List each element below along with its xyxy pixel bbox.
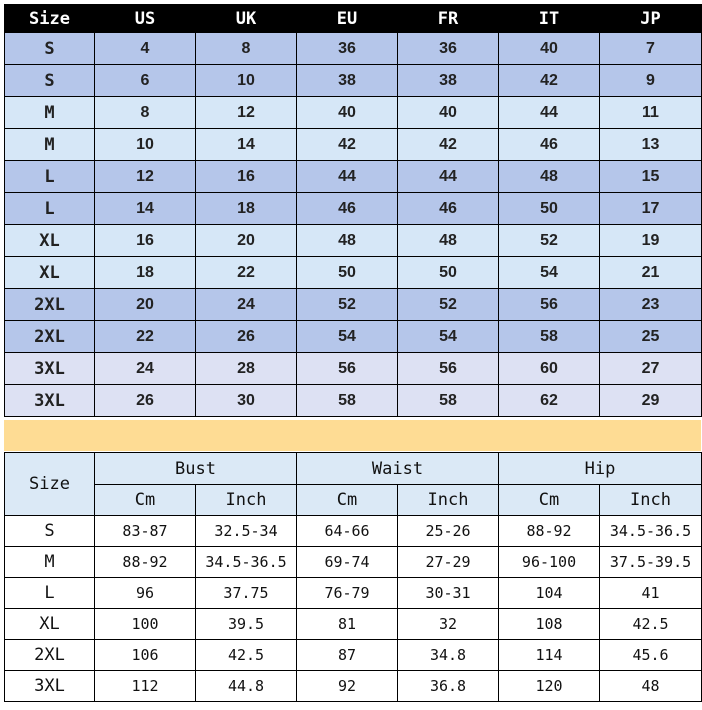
cell-fr: 40 [398, 97, 499, 129]
cell-jp: 7 [600, 33, 702, 65]
cell-us: 14 [95, 193, 196, 225]
cell-size: S [5, 65, 95, 97]
cell-bust-cm: 112 [95, 671, 196, 702]
cell-jp: 21 [600, 257, 702, 289]
cell-size: 3XL [5, 671, 95, 702]
cell-it: 46 [499, 129, 600, 161]
size-conversion-table [4, 4, 702, 417]
cell-bust-cm: 83-87 [95, 516, 196, 547]
conversion-row [5, 289, 702, 321]
cell-hip-inch: 42.5 [600, 609, 702, 640]
cell-fr: 42 [398, 129, 499, 161]
unit-hip-inch: Inch [600, 485, 702, 516]
cell-eu: 36 [297, 33, 398, 65]
conversion-row [5, 225, 702, 257]
cell-size: S [5, 33, 95, 65]
cell-waist-cm: 69-74 [297, 547, 398, 578]
cell-jp: 29 [600, 385, 702, 417]
cell-waist-cm: 76-79 [297, 578, 398, 609]
cell-hip-cm: 96-100 [499, 547, 600, 578]
cell-jp: 19 [600, 225, 702, 257]
conversion-row [5, 353, 702, 385]
unit-bust-inch: Inch [196, 485, 297, 516]
cell-fr: 38 [398, 65, 499, 97]
cell-bust-inch: 44.8 [196, 671, 297, 702]
cell-size: 2XL [5, 289, 95, 321]
cell-it: 50 [499, 193, 600, 225]
cell-waist-inch: 25-26 [398, 516, 499, 547]
conversion-row [5, 65, 702, 97]
cell-hip-cm: 120 [499, 671, 600, 702]
group-bust: Bust [95, 453, 297, 485]
body-measurement-table [4, 452, 702, 702]
cell-uk: 28 [196, 353, 297, 385]
measurement-row [5, 671, 702, 702]
cell-uk: 8 [196, 33, 297, 65]
cell-bust-cm: 106 [95, 640, 196, 671]
cell-it: 42 [499, 65, 600, 97]
cell-uk: 12 [196, 97, 297, 129]
cell-hip-cm: 114 [499, 640, 600, 671]
cell-size: L [5, 193, 95, 225]
cell-us: 26 [95, 385, 196, 417]
cell-us: 10 [95, 129, 196, 161]
cell-jp: 25 [600, 321, 702, 353]
cell-size: XL [5, 257, 95, 289]
cell-waist-inch: 30-31 [398, 578, 499, 609]
cell-size: 2XL [5, 640, 95, 671]
cell-it: 40 [499, 33, 600, 65]
cell-waist-inch: 27-29 [398, 547, 499, 578]
cell-bust-inch: 39.5 [196, 609, 297, 640]
cell-it: 60 [499, 353, 600, 385]
cell-it: 48 [499, 161, 600, 193]
cell-eu: 52 [297, 289, 398, 321]
cell-eu: 46 [297, 193, 398, 225]
cell-it: 52 [499, 225, 600, 257]
header-it: IT [499, 5, 600, 33]
cell-size: M [5, 129, 95, 161]
cell-jp: 11 [600, 97, 702, 129]
cell-size: S [5, 516, 95, 547]
cell-fr: 50 [398, 257, 499, 289]
cell-uk: 18 [196, 193, 297, 225]
conversion-header-row [5, 5, 702, 33]
cell-uk: 22 [196, 257, 297, 289]
cell-size: L [5, 578, 95, 609]
cell-bust-inch: 34.5-36.5 [196, 547, 297, 578]
cell-it: 58 [499, 321, 600, 353]
cell-us: 8 [95, 97, 196, 129]
unit-bust-cm: Cm [95, 485, 196, 516]
cell-eu: 48 [297, 225, 398, 257]
cell-jp: 17 [600, 193, 702, 225]
cell-uk: 16 [196, 161, 297, 193]
group-hip: Hip [499, 453, 702, 485]
cell-size: 3XL [5, 353, 95, 385]
cell-hip-cm: 104 [499, 578, 600, 609]
cell-hip-inch: 41 [600, 578, 702, 609]
cell-fr: 58 [398, 385, 499, 417]
cell-us: 12 [95, 161, 196, 193]
cell-eu: 42 [297, 129, 398, 161]
group-waist: Waist [297, 453, 499, 485]
unit-waist-inch: Inch [398, 485, 499, 516]
cell-uk: 14 [196, 129, 297, 161]
cell-eu: 38 [297, 65, 398, 97]
separator-band [4, 420, 701, 451]
cell-it: 56 [499, 289, 600, 321]
cell-size: M [5, 547, 95, 578]
cell-hip-cm: 108 [499, 609, 600, 640]
conversion-row [5, 193, 702, 225]
measurement-row [5, 640, 702, 671]
cell-uk: 26 [196, 321, 297, 353]
measurement-row [5, 578, 702, 609]
cell-eu: 40 [297, 97, 398, 129]
cell-hip-inch: 45.6 [600, 640, 702, 671]
cell-eu: 58 [297, 385, 398, 417]
conversion-row [5, 33, 702, 65]
cell-fr: 54 [398, 321, 499, 353]
cell-uk: 30 [196, 385, 297, 417]
measurement-unit-row [5, 485, 702, 516]
cell-size: M [5, 97, 95, 129]
measurement-row [5, 516, 702, 547]
unit-waist-cm: Cm [297, 485, 398, 516]
cell-hip-inch: 37.5-39.5 [600, 547, 702, 578]
cell-jp: 13 [600, 129, 702, 161]
conversion-row [5, 321, 702, 353]
conversion-row [5, 161, 702, 193]
unit-hip-cm: Cm [499, 485, 600, 516]
header-jp: JP [600, 5, 702, 33]
header-eu: EU [297, 5, 398, 33]
cell-uk: 20 [196, 225, 297, 257]
cell-bust-cm: 96 [95, 578, 196, 609]
cell-eu: 56 [297, 353, 398, 385]
cell-waist-cm: 64-66 [297, 516, 398, 547]
conversion-row [5, 257, 702, 289]
cell-size: 3XL [5, 385, 95, 417]
cell-hip-inch: 48 [600, 671, 702, 702]
cell-fr: 56 [398, 353, 499, 385]
cell-hip-cm: 88-92 [499, 516, 600, 547]
cell-bust-inch: 42.5 [196, 640, 297, 671]
measurement-size-header: Size [5, 453, 95, 516]
header-size: Size [5, 5, 95, 33]
cell-eu: 44 [297, 161, 398, 193]
cell-it: 62 [499, 385, 600, 417]
cell-eu: 50 [297, 257, 398, 289]
measurement-row [5, 609, 702, 640]
cell-bust-cm: 100 [95, 609, 196, 640]
cell-fr: 44 [398, 161, 499, 193]
cell-waist-inch: 36.8 [398, 671, 499, 702]
cell-jp: 27 [600, 353, 702, 385]
cell-waist-cm: 81 [297, 609, 398, 640]
cell-bust-inch: 32.5-34 [196, 516, 297, 547]
header-us: US [95, 5, 196, 33]
cell-eu: 54 [297, 321, 398, 353]
header-uk: UK [196, 5, 297, 33]
cell-size: 2XL [5, 321, 95, 353]
cell-us: 20 [95, 289, 196, 321]
cell-us: 16 [95, 225, 196, 257]
cell-size: XL [5, 225, 95, 257]
cell-bust-inch: 37.75 [196, 578, 297, 609]
cell-us: 4 [95, 33, 196, 65]
cell-jp: 23 [600, 289, 702, 321]
conversion-row [5, 385, 702, 417]
cell-size: L [5, 161, 95, 193]
cell-jp: 15 [600, 161, 702, 193]
cell-it: 44 [499, 97, 600, 129]
conversion-row [5, 97, 702, 129]
measurement-row [5, 547, 702, 578]
cell-jp: 9 [600, 65, 702, 97]
cell-us: 18 [95, 257, 196, 289]
cell-waist-cm: 92 [297, 671, 398, 702]
conversion-row [5, 129, 702, 161]
cell-size: XL [5, 609, 95, 640]
cell-hip-inch: 34.5-36.5 [600, 516, 702, 547]
cell-it: 54 [499, 257, 600, 289]
cell-us: 24 [95, 353, 196, 385]
cell-fr: 36 [398, 33, 499, 65]
cell-bust-cm: 88-92 [95, 547, 196, 578]
cell-fr: 48 [398, 225, 499, 257]
cell-fr: 52 [398, 289, 499, 321]
cell-uk: 10 [196, 65, 297, 97]
cell-fr: 46 [398, 193, 499, 225]
cell-us: 6 [95, 65, 196, 97]
cell-uk: 24 [196, 289, 297, 321]
cell-waist-inch: 34.8 [398, 640, 499, 671]
cell-waist-inch: 32 [398, 609, 499, 640]
cell-waist-cm: 87 [297, 640, 398, 671]
cell-us: 22 [95, 321, 196, 353]
measurement-group-row [5, 453, 702, 485]
header-fr: FR [398, 5, 499, 33]
